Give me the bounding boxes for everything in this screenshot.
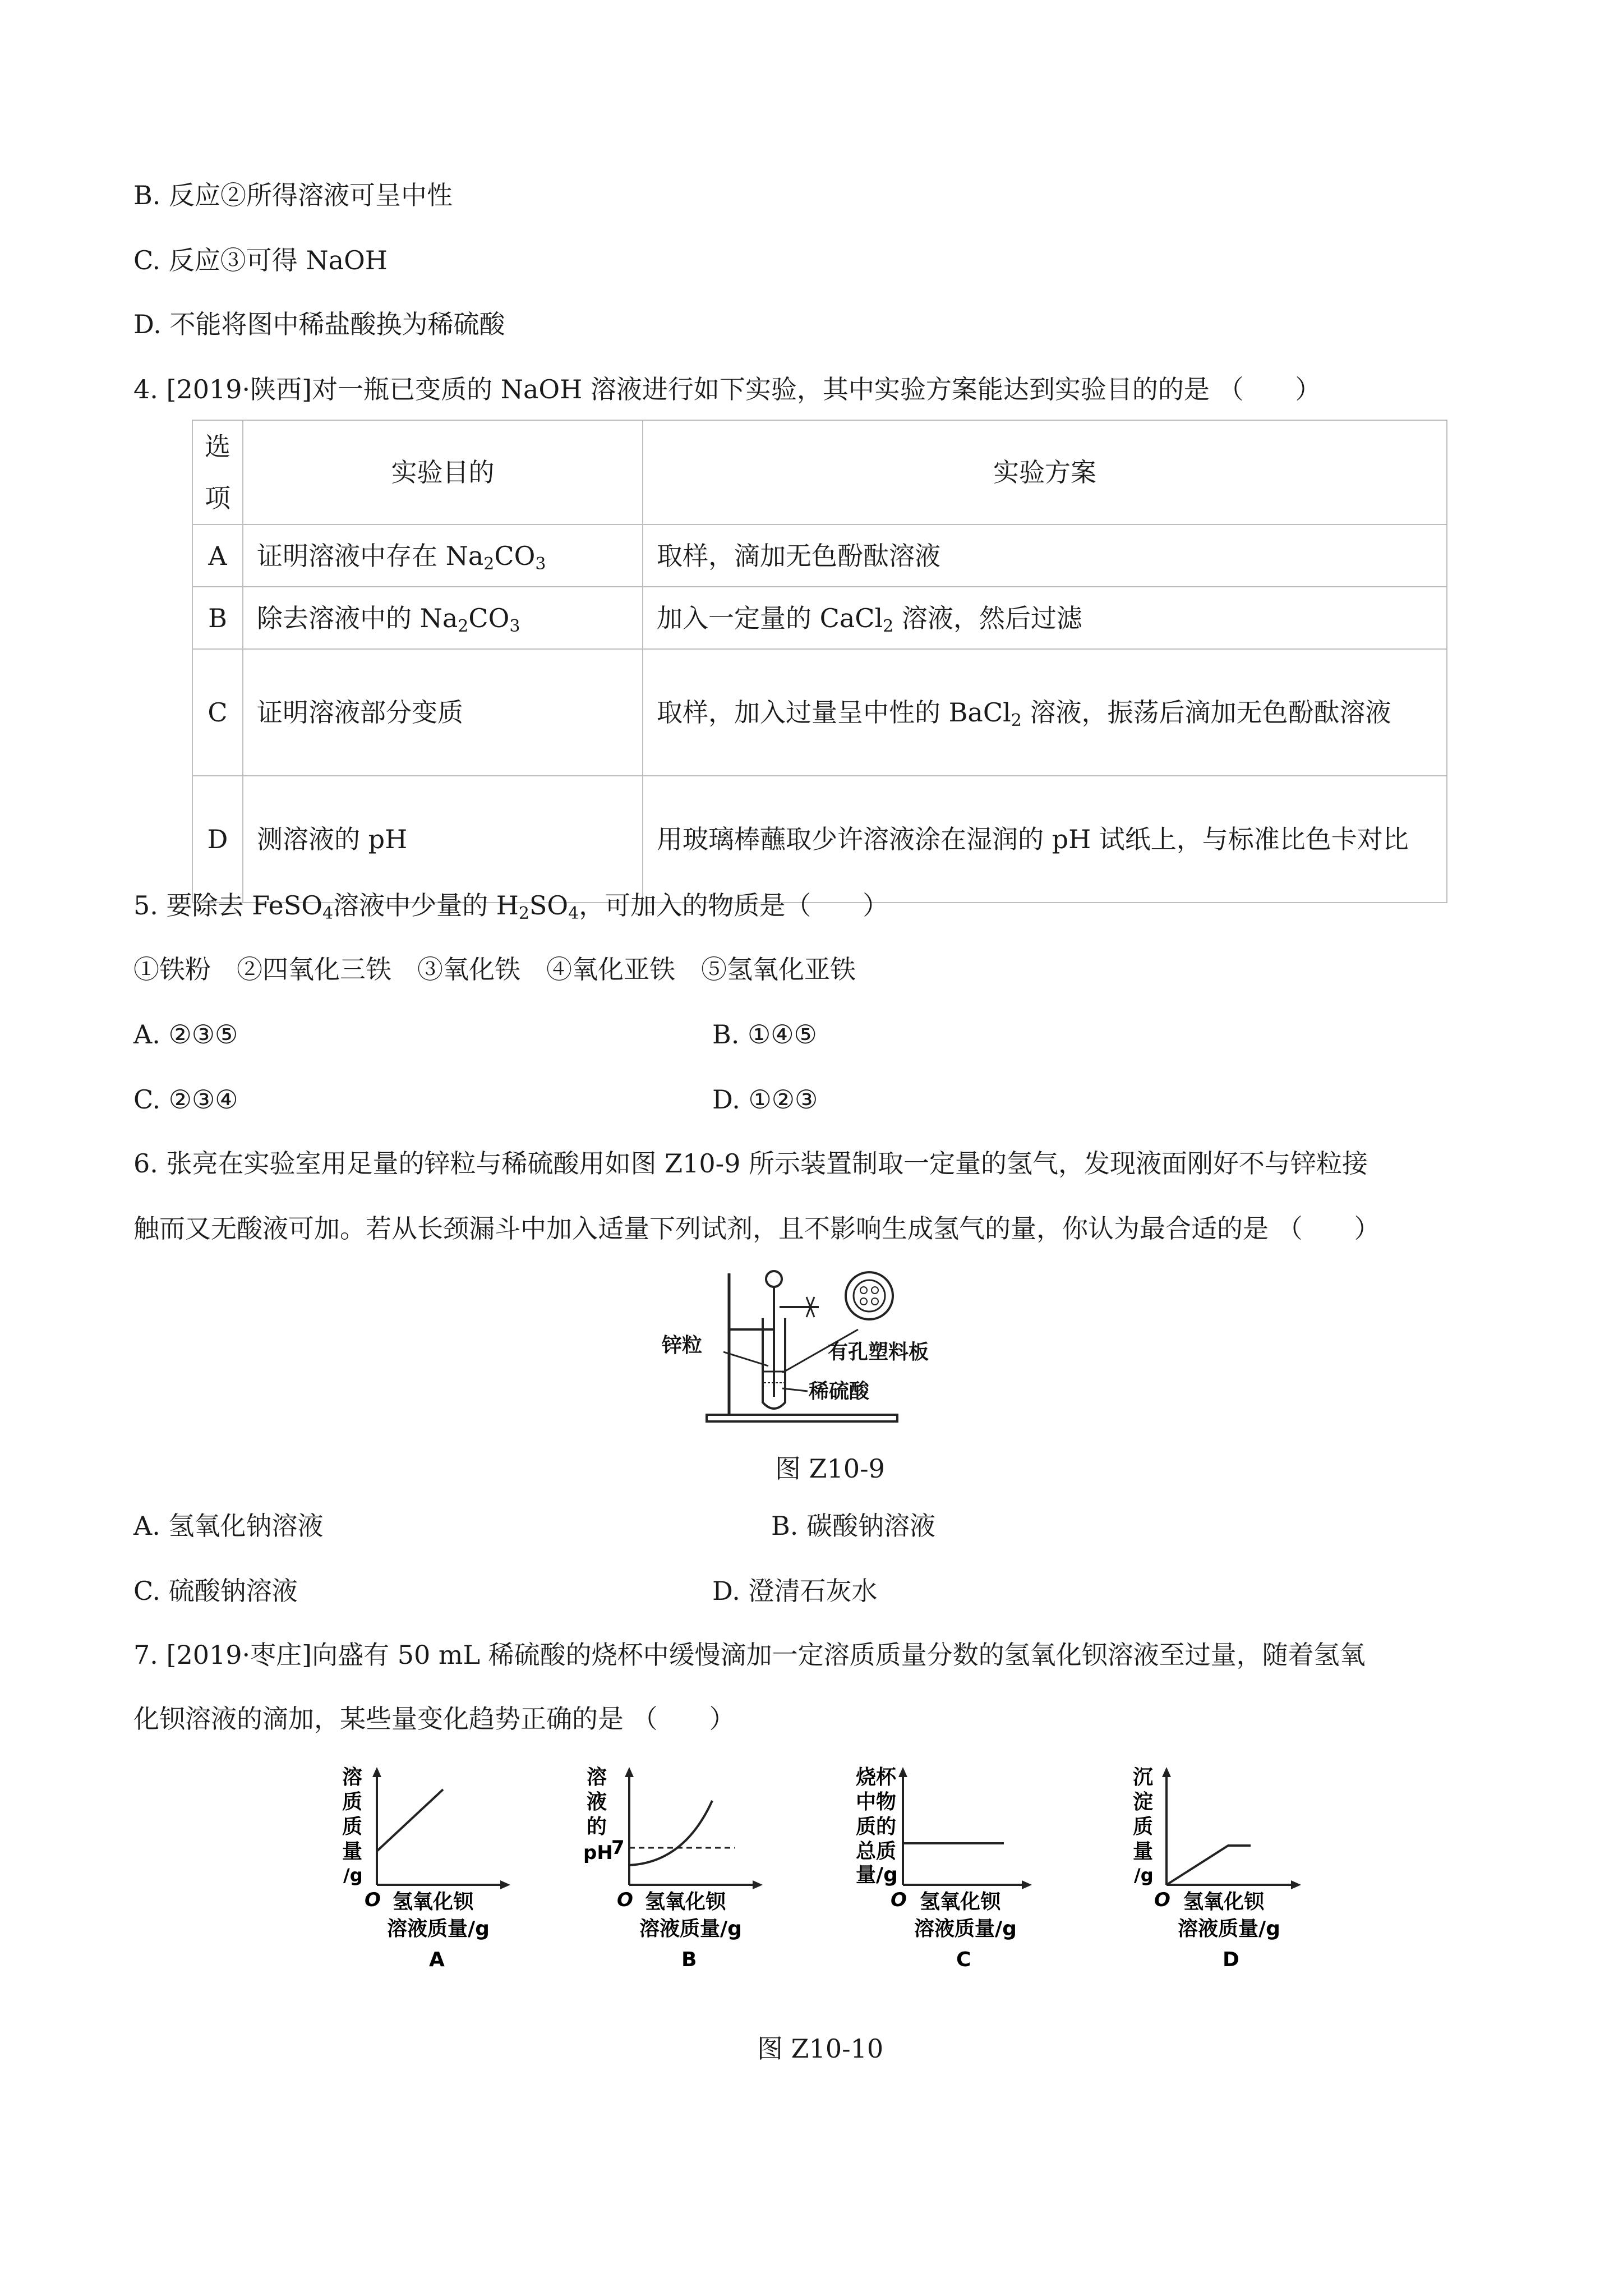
q6-option-d: D. 澄清石灰水 — [712, 1576, 878, 1606]
row-option: C — [192, 649, 243, 776]
q7-stem-line1: 7. [2019·枣庄]向盛有 50 mL 稀硫酸的烧杯中缓慢滴加一定溶质质量分数的氢氧化钡溶液至过量，随着氢氧 — [133, 1640, 1366, 1670]
q6-option-c: C. 硫酸钠溶液 — [133, 1576, 298, 1606]
graph-a-ylabel-2: 质 — [342, 1791, 363, 1814]
row-goal: 证明溶液部分变质 — [243, 649, 643, 776]
graph-b-ylabel-2: 液 — [587, 1791, 607, 1814]
table-row — [192, 524, 1447, 587]
graph-d-xlabel-1: 氢氧化钡 — [1183, 1890, 1265, 1913]
graph-a-origin: O — [365, 1889, 381, 1911]
graph-d-ylabel-5: /g — [1134, 1865, 1154, 1886]
graph-c-ylabel-1: 烧杯 — [856, 1766, 897, 1789]
graph-c-origin: O — [891, 1889, 907, 1911]
q6-stem-line1: 6. 张亮在实验室用足量的锌粒与稀硫酸用如图 Z10-9 所示装置制取一定量的氢气，发现液面刚好不与锌粒接 — [133, 1148, 1368, 1179]
row-plan: 取样，滴加无色酚酞溶液 — [643, 524, 1447, 587]
row-option: D — [192, 776, 243, 903]
q5-stem: 5. 要除去 FeSO$_4$溶液中少量的 $H_2SO_4$，可加入的物质是（ ） — [133, 890, 889, 923]
arrow-up-icon — [1162, 1767, 1171, 1777]
row-goal: 除去溶液中的 $Na_2CO_3$ — [243, 587, 643, 649]
row-plan: 加入一定量的 CaCl$_2$ 溶液，然后过滤 — [643, 587, 1447, 649]
graph-b-xlabel-2: 溶液质量/g — [639, 1917, 742, 1940]
arrow-right-icon — [753, 1880, 763, 1889]
graph-b-ylabel-4: pH — [583, 1842, 613, 1864]
row-goal: 测溶液的 pH — [243, 776, 643, 903]
row-plan: 用玻璃棒蘸取少许溶液涂在湿润的 pH 试纸上，与标准比色卡对比 — [643, 776, 1447, 903]
arrow-up-icon — [898, 1767, 907, 1777]
graph-c-ylabel-3: 质的 — [856, 1815, 897, 1838]
hydrogen-apparatus-figure — [662, 1262, 976, 1430]
graph-a-curve — [377, 1789, 443, 1851]
row-goal: 证明溶液中存在 $Na_2CO_3$ — [243, 524, 643, 587]
graph-b-y-mark: 7 — [611, 1837, 625, 1859]
graph-d-letter: D — [1223, 1948, 1239, 1971]
q4-stem: 4. [2019·陕西]对一瓶已变质的 NaOH 溶液进行如下实验，其中实验方案能达到实验目的的是 （ ） — [133, 374, 1321, 404]
plate-inset-inner — [854, 1280, 885, 1312]
row-option: A — [192, 524, 243, 587]
graph-b-xlabel-1: 氢氧化钡 — [645, 1890, 726, 1913]
q3-option-b: B. 反应②所得溶液可呈中性 — [133, 180, 453, 210]
funnel-bulb — [766, 1271, 782, 1287]
graph-c-ylabel-4: 总质 — [856, 1840, 897, 1863]
graph-a-xlabel-1: 氢氧化钡 — [393, 1890, 474, 1913]
stand-base — [707, 1415, 897, 1421]
arrow-up-icon — [625, 1767, 634, 1777]
hole-icon — [860, 1287, 867, 1294]
q5-items: ①铁粉 ②四氧化三铁 ③氧化铁 ④氧化亚铁 ⑤氢氧化亚铁 — [133, 954, 856, 984]
table-row — [192, 649, 1447, 776]
arrow-up-icon — [372, 1767, 381, 1777]
row-plan: 取样，加入过量呈中性的 BaCl$_2$ 溶液，振荡后滴加无色酚酞溶液 — [643, 649, 1447, 776]
hole-icon — [860, 1298, 867, 1305]
label-zinc: 锌粒 — [662, 1334, 703, 1357]
graph-a-ylabel-4: 量 — [342, 1840, 363, 1863]
arrow-right-icon — [500, 1880, 510, 1889]
graph-a-xlabel-2: 溶液质量/g — [387, 1917, 490, 1940]
graph-c-ylabel-2: 中物 — [856, 1791, 897, 1814]
graph-a-ylabel-5: /g — [343, 1865, 363, 1886]
hole-icon — [872, 1287, 878, 1294]
q5-option-b: B. ①④⑤ — [712, 1019, 817, 1050]
q5-option-c: C. ②③④ — [133, 1084, 238, 1115]
q4-experiment-table — [192, 420, 1447, 903]
graph-d-ylabel-1: 沉 — [1133, 1766, 1154, 1789]
graph-d-xlabel-2: 溶液质量/g — [1178, 1917, 1280, 1940]
graph-a — [331, 1761, 538, 1997]
q6-option-a: A. 氢氧化钠溶液 — [133, 1511, 324, 1541]
graph-b-letter: B — [681, 1948, 697, 1971]
q5-option-d: D. ①②③ — [712, 1084, 818, 1115]
graph-d-origin: O — [1154, 1889, 1170, 1911]
graph-d — [1116, 1761, 1324, 1997]
q3-option-c: C. 反应③可得 NaOH — [133, 245, 388, 275]
table-header-row — [192, 420, 1447, 524]
q3-option-d: D. 不能将图中稀盐酸换为稀硫酸 — [133, 309, 505, 339]
q6-stem-line2: 触而又无酸液可加。若从长颈漏斗中加入适量下列试剂，且不影响生成氢气的量，你认为最合适的是 （ ） — [133, 1213, 1380, 1244]
arrow-right-icon — [1291, 1880, 1301, 1889]
hole-icon — [872, 1298, 878, 1305]
label-plate: 有孔塑料板 — [828, 1341, 929, 1364]
graph-c — [847, 1761, 1054, 1997]
graph-c-letter: C — [956, 1948, 971, 1971]
graph-c-ylabel-5: 量/g — [856, 1864, 898, 1887]
graph-d-ylabel-2: 淀 — [1133, 1791, 1154, 1814]
graph-b-ylabel-3: 的 — [587, 1815, 607, 1838]
graph-a-letter: A — [429, 1948, 445, 1971]
graph-d-ylabel-3: 质 — [1133, 1815, 1154, 1838]
graph-d-ylabel-4: 量 — [1133, 1840, 1154, 1863]
arrow-right-icon — [1022, 1880, 1032, 1889]
graph-a-ylabel-3: 质 — [342, 1815, 363, 1838]
q7-stem-line2: 化钡溶液的滴加，某些量变化趋势正确的是 （ ） — [133, 1704, 735, 1734]
figure-caption-z10-9: 图 Z10-9 — [775, 1453, 885, 1484]
table-row — [192, 776, 1447, 903]
graph-d-curve — [1166, 1846, 1251, 1885]
graph-a-ylabel-1: 溶 — [342, 1766, 363, 1789]
graph-b-ylabel-1: 溶 — [587, 1766, 607, 1789]
q5-option-a: A. ②③⑤ — [133, 1019, 238, 1050]
graph-b-curve — [629, 1801, 712, 1865]
table-header-goal: 实验目的 — [243, 420, 643, 524]
table-header-plan: 实验方案 — [643, 420, 1447, 524]
figure-caption-z10-10: 图 Z10-10 — [757, 2033, 884, 2064]
row-option: B — [192, 587, 243, 649]
q6-option-b: B. 碳酸钠溶液 — [771, 1511, 936, 1541]
label-acid: 稀硫酸 — [809, 1380, 870, 1403]
graph-b — [583, 1761, 791, 1997]
graph-c-xlabel-1: 氢氧化钡 — [920, 1890, 1001, 1913]
graph-b-origin: O — [617, 1889, 633, 1911]
table-row — [192, 587, 1447, 649]
table-header-option: 选项 — [192, 420, 243, 524]
graph-c-xlabel-2: 溶液质量/g — [914, 1917, 1017, 1940]
